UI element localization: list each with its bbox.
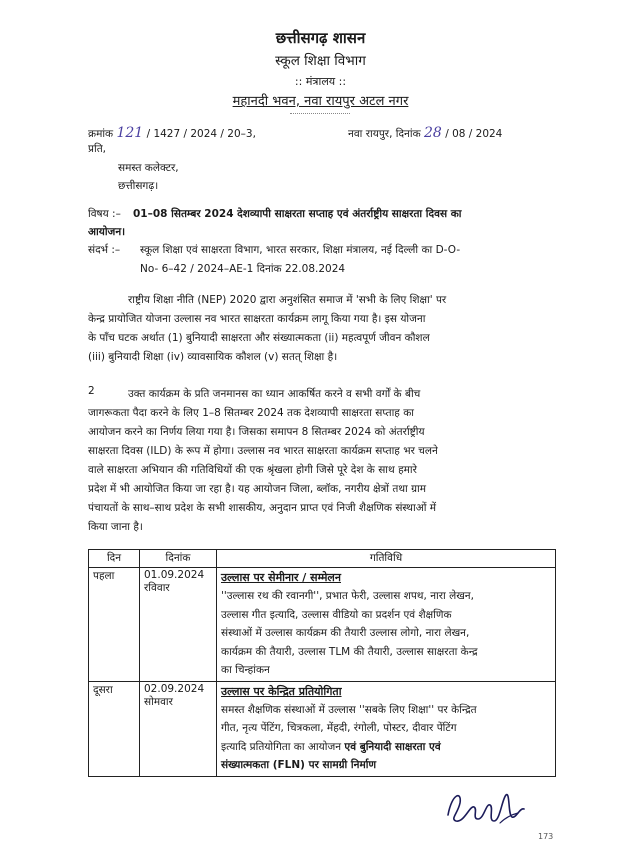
- date-value: 02.09.2024: [144, 682, 205, 695]
- date-value: 01.09.2024: [144, 569, 205, 581]
- ministry-label: :: मंत्रालय ::: [294, 75, 347, 88]
- cell-activity: [217, 568, 556, 682]
- office-address: [0, 91, 641, 109]
- col-header-date: दिनांक: [140, 550, 217, 568]
- activity-line: कार्यक्रम की तैयारी, उल्लास TLM की तैयारी, उल्लास साक्षरता केन्द्र: [221, 645, 478, 658]
- weekday-value: रविवार: [144, 582, 170, 594]
- handwritten-ref-number: 121: [116, 125, 144, 141]
- place-date-prefix: नवा रायपुर, दिनांक: [348, 128, 421, 140]
- reference-number-rest: / 1427 / 2024 / 20–3,: [146, 128, 256, 140]
- activity-line: का चिन्हांकन: [221, 664, 270, 676]
- activity-line: संस्थाओं में उल्लास कार्यक्रम की तैयारी उल्लास लोगो, नारा लेखन,: [221, 627, 470, 639]
- page-number: 173: [538, 832, 554, 841]
- table-header-row: [89, 550, 556, 568]
- sandarbh-line-2: No- 6–42 / 2024–AE-1 दिनांक 22.08.2024: [140, 263, 346, 275]
- col-header-activity: गतिविधि: [217, 550, 556, 568]
- recipient-name: समस्त कलेक्टर,: [118, 162, 179, 174]
- activity-line: गीत, नृत्य पेंटिंग, चित्रकला, मेंहदी, रंगोली, पोस्टर, दीवार पेंटिंग: [221, 722, 457, 734]
- paragraph-1-line: केन्द्र प्रायोजित योजना उल्लास नव भारत साक्षरता कार्यक्रम लागू किया गया है। इस योजना: [88, 313, 426, 325]
- sandarbh-line-1: स्कूल शिक्षा एवं साक्षरता विभाग, भारत सरकार, शिक्षा मंत्रालय, नई दिल्ली का D-O-: [140, 244, 461, 256]
- handwritten-day: 28: [424, 125, 442, 141]
- activity-line: संख्यात्मकता (FLN) पर सामग्री निर्माण: [221, 759, 377, 771]
- reference-date: [348, 125, 502, 141]
- paragraph-2-line: किया जाना है।: [88, 521, 143, 533]
- cell-date: [140, 681, 217, 776]
- government-title: छत्तीसगढ़ शासन: [275, 29, 366, 47]
- paragraph-2-line: प्रदेश में भी आयोजित किया जा रहा है। यह आयोजन जिला, ब्लॉक, नगरीय क्षेत्रों तथा ग्राम: [88, 483, 427, 495]
- header-divider: [290, 113, 350, 114]
- paragraph-2-line: उक्त कार्यक्रम के प्रति जनमानस का ध्यान आकर्षित करने व सभी वर्गों के बीच: [128, 388, 421, 400]
- reference-number: [88, 125, 256, 141]
- paragraph-2-line: आयोजन करने का निर्णय लिया गया है। जिसका समापन 8 सितम्बर 2024 को अंतर्राष्ट्रीय: [88, 426, 425, 438]
- paragraph-1: [88, 291, 558, 367]
- subject-label: विषय :–: [88, 208, 121, 220]
- activity-line-bold: एवं बुनियादी साक्षरता एवं: [344, 740, 441, 753]
- paragraph-2-number: 2: [88, 385, 95, 397]
- recipient-state: छत्तीसगढ़।: [118, 180, 159, 192]
- subject-line-1: 01–08 सितम्बर 2024 देशव्यापी साक्षरता सप्ताह एवं अंतर्राष्ट्रीय साक्षरता दिवस का: [133, 208, 462, 220]
- office-address-text: महानदी भवन, नवा रायपुर अटल नगर: [232, 94, 409, 109]
- recipient-to: प्रति,: [88, 143, 107, 155]
- paragraph-1-line: के पाँच घटक अर्थात (1) बुनियादी साक्षरता और संख्यात्मकता (ii) महत्वपूर्ण जीवन कौशल: [88, 332, 430, 344]
- activity-line: समस्त शैक्षणिक संस्थाओं में उल्लास ''सबके लिए शिक्षा'' पर केन्द्रित: [221, 703, 477, 716]
- table-row: [89, 568, 556, 682]
- subject-line-2: आयोजन।: [88, 226, 126, 238]
- paragraph-1-line: (iii) बुनियादी शिक्षा (iv) व्यावसायिक कौशल (v) सतत् शिक्षा है।: [88, 351, 338, 363]
- department-name: स्कूल शिक्षा विभाग: [275, 53, 366, 69]
- paragraph-2-line: साक्षरता दिवस (ILD) के रूप में होगा। उल्लास नव भारत साक्षरता कार्यक्रम सप्ताह भर चलने: [88, 445, 438, 457]
- activity-title: उल्लास पर सेमीनार / सम्मेलन: [221, 571, 341, 584]
- sandarbh-label: संदर्भ :–: [88, 244, 121, 256]
- date-rest: / 08 / 2024: [445, 128, 503, 140]
- reference-prefix: क्रमांक: [88, 128, 114, 140]
- activity-line-normal: इत्यादि प्रतियोगिता का आयोजन: [221, 740, 345, 753]
- activity-line: [221, 738, 551, 757]
- paragraph-2-line: वाले साक्षरता अभियान की गतिविधियों की एक श्रृंखला होगी जिसे पूरे देश के साथ हमारे: [88, 464, 417, 476]
- activity-line: उल्लास गीत इत्यादि, उल्लास वीडियो का प्रदर्शन एवं शैक्षणिक: [221, 608, 452, 621]
- cell-day: पहला: [89, 568, 140, 682]
- paragraph-2: [88, 385, 558, 537]
- table-row: [89, 681, 556, 776]
- cell-date: [140, 568, 217, 682]
- activity-line: ''उल्लास रथ की रवानगी'', प्रभात फेरी, उल्लास शपथ, नारा लेखन,: [221, 590, 474, 602]
- weekday-value: सोमवार: [144, 695, 173, 708]
- paragraph-1-line: राष्ट्रीय शिक्षा नीति (NEP) 2020 द्वारा अनुशंसित समाज में 'सभी के लिए शिक्षा' पर: [128, 294, 447, 306]
- signature-image: [440, 785, 530, 830]
- cell-day: दूसरा: [89, 681, 140, 776]
- paragraph-2-line: जागरूकता पैदा करने के लिए 1–8 सितम्बर 2024 तक देशव्यापी साक्षरता सप्ताह का: [88, 407, 414, 419]
- paragraph-2-line: पंचायतों के साथ–साथ प्रदेश के सभी शासकीय, अनुदान प्राप्त एवं निजी शैक्षणिक संस्थाओं में: [88, 502, 437, 514]
- activity-title: उल्लास पर केन्द्रित प्रतियोगिता: [221, 684, 342, 698]
- cell-activity: [217, 681, 556, 776]
- col-header-day: दिन: [89, 550, 140, 568]
- schedule-table: [88, 549, 556, 777]
